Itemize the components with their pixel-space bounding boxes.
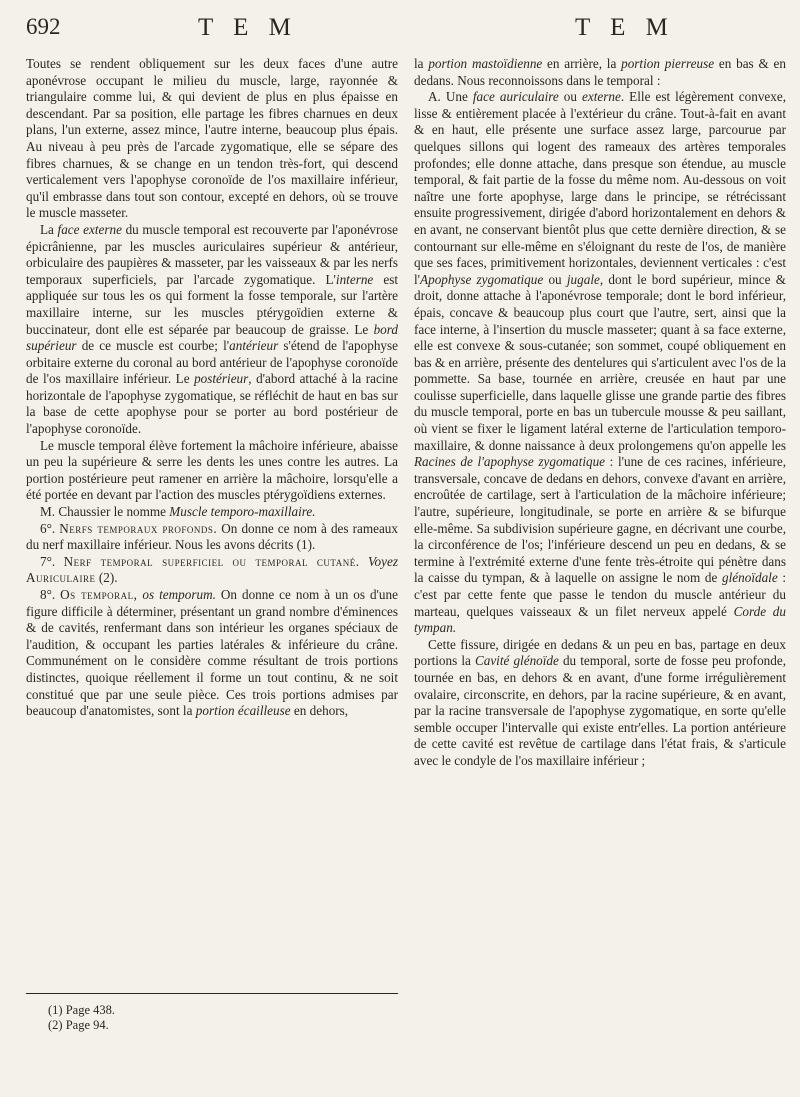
page-header <box>0 14 800 44</box>
footnote-1: (1) Page 438. <box>48 1003 115 1017</box>
paragraph-muscle-action: Le muscle temporal élève fortement la mâchoire inférieure, abaisse un peu la supérieure & serre les dents les unes contre les autres. La portion postérieure peut ramener en arrière la mâchoire, lorsqu'elle a été portée en devant par l'action des muscles ptérygoïdiens externes. <box>26 437 398 503</box>
footnotes <box>48 1003 115 1033</box>
entry-os-temporal: 8°. Os temporal, os temporum. On donne ce nom à un os d'une figure difficile à déterminer, présentant un grand nombre d'éminences & de cavités, renfermant dans son intérieur les organes spéciaux de l'audition, & occupant les parties latérales & inférieure du crâne. Communément on le considère comme résultant de trois portions distinctes, quoique réellement il forme un tout continu, & ne soit constitué que par une seule pièce. Ces trois portions admises par beaucoup d'anatomistes, sont la portion écailleuse en dehors, <box>26 587 398 719</box>
left-column <box>26 56 398 720</box>
right-column <box>414 56 786 770</box>
paragraph-temporal-aponeurosis: Toutes se rendent obliquement sur les deux faces d'une autre aponévrose occupant le milieu du muscle, large, rayonnée & triangulaire comme lui, & qui devient de plus en plus épaisse en descendant. Par sa position, elle partage les fibres charnues en deux plans, l'un externe, assez mince, l'autre interne, beaucoup plus épais. Au niveau à peu près de l'arcade zygomatique, elle se sépare des fibres charnues, & se change en un tendon très-fort, qui descend verticalement vers l'apophyse coronoïde de l'os maxillaire inférieur, qu'il embrasse dans tout son contour, excepté en dehors, où se trouve le muscle masseter. <box>26 56 398 221</box>
entry-nerfs-temporaux-profonds: 6°. Nerfs temporaux profonds. On donne ce nom à des rameaux du nerf maxillaire inférieur. Nous les avons décrits (1). <box>26 520 398 553</box>
running-head-right: T E M <box>575 14 675 41</box>
footnote-2: (2) Page 94. <box>48 1018 109 1032</box>
page-number: 692 <box>26 14 61 39</box>
paragraph-face-auriculaire: A. Une face auriculaire ou externe. Elle est légèrement convexe, lisse & entièrement placée à l'extérieur du crâne. Tout-à-fait en avant & en haut, elle présente une surface assez large, parcourue par quelques sillons qui logent des rameaux des artères temporales profondes; elle donne attache, dans presque son étendue, au muscle temporal, & fait partie de la fosse du même nom. Au-dessous on voit naître une forte apophyse, large dans le principe, se rétrécissant ensuite progressivement, dirigée d'abord horizontalement en dehors & en avant, ne conservant bientôt plus que cette dernière direction, & se contournant sur elle-même en s'éloignant du reste de l'os, de manière que ses faces, primitivement horizontales, deviennent verticales : c'est l'Apophyse zygomatique ou jugale, dont le bord supérieur, mince & droit, donne attache à l'aponévrose temporale; dont le bord inférieur, épais, concave & beaucoup plus court que l'autre, sert, ainsi que la face interne, à l'insertion du muscle masseter; quant à sa face externe, elle est convexe & sous-cutanée; son sommet, coupé obliquement en bas & en arrière, présente des dentelures qui s'articulent avec l'os de la pommette. Sa base, tournée en arrière, creusée en haut par une coulisse superficielle, dans laquelle glisse une grande partie des fibres du muscle temporal, porte en bas un tubercule mousse & peu saillant, où vient se fixer le ligament latéral externe de l'articulation temporo-maxillaire, & donne naissance à deux prolongemens qu'on appelle les Racines de l'apophyse zygomatique : l'une de ces racines, inférieure, transversale, concave de dedans en dehors, convexe d'avant en arrière, encroûtée de cartilage, sert à l'articulation de la mâchoire inférieure; l'autre, supérieure, longitudinale, se porte en arrière & se bifurque elle-même. Sa subdivision supérieure gagne, en décrivant une courbe, la circonférence de l'os; l'inférieure descend un peu en dedans, & se termine à l'extrémité externe d'une fente très-étroite qui pénètre dans la caisse du tympan, & à laquelle on assigne le nom de glénoïdale : c'est par cette fente que passe le tendon du muscle antérieur du marteau, quelques vaisseaux & un filet nerveux appelé Corde du tympan. <box>414 89 787 636</box>
running-head-left: T E M <box>198 14 298 41</box>
paragraph-muscle-faces: La face externe du muscle temporal est recouverte par l'aponévrose épicrânienne, par les muscles auriculaires supérieur & antérieur, orbiculaire des paupières & masseter, par les vaisseaux & par les nerfs temporaux superficiels, par l'arcade zygomatique. L'interne est appliquée sur tous les os qui forment la fosse temporale, sur l'artère maxillaire interne, sur les muscles ptérygoïdien externe & buccinateur, dont elle est séparée par beaucoup de graisse. Le bord supérieur de ce muscle est courbe; l'antérieur s'étend de l'apophyse orbitaire externe du coronal au bord antérieur de l'apophyse coronoïde de l'os maxillaire inférieur. Le postérieur, d'abord attaché à la racine horizontale de l'apophyse zygomatique, se réfléchit de haut en bas sur la base de cette apophyse pour se porter au bord postérieur de l'apophyse coronoïde. <box>26 221 398 437</box>
entry-nerf-temporal-superficiel: 7°. Nerf temporal superficiel ou temporal cutané. Voyez Auriculaire (2). <box>26 553 398 586</box>
paragraph-portions: la portion mastoïdienne en arrière, la portion pierreuse en bas & en dedans. Nous reconnoissons dans le temporal : <box>414 56 786 88</box>
paragraph-chaussier: M. Chaussier le nomme Muscle temporo-maxillaire. <box>40 504 316 520</box>
paragraph-cavite-glenoide: Cette fissure, dirigée en dedans & un peu en bas, partage en deux portions la Cavité glénoïde du temporal, sorte de fosse peu profonde, tournée en bas, en dehors & en avant, d'une forme irrégulièrement ovalaire, circonscrite, en dehors, par la racine supérieure, & en avant, par la racine transversale de l'apophyse zygomatique, en sorte qu'elle semble occuper l'intervalle qui existe entr'elles. La portion antérieure de cette cavité est revêtue de cartilage dans l'état frais, & s'articule avec le condyle de l'os maxillaire inférieur ; <box>414 636 787 768</box>
footnote-rule <box>26 993 398 994</box>
